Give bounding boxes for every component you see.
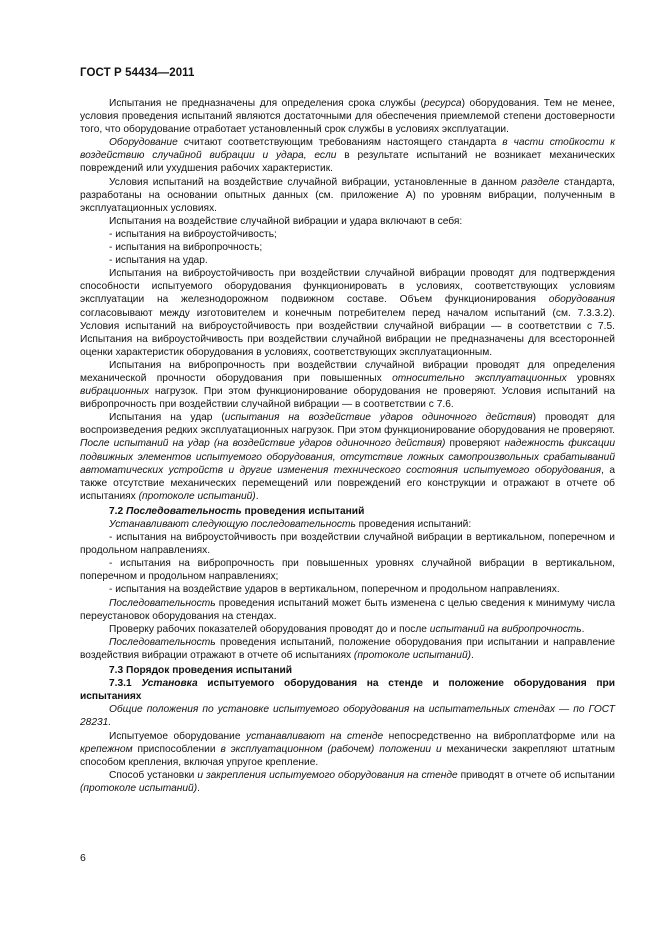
text-italic: Оборудование xyxy=(109,137,178,149)
text-italic: Последовательность xyxy=(109,636,216,648)
text: механически закрепляют штатным способом крепления, включая упругое крепление. xyxy=(80,743,615,768)
text-italic: крепежном xyxy=(80,743,133,755)
text: Испытания не предназначены для определения срока службы ( xyxy=(109,98,424,109)
text: непосредственно на виброплатформе или на xyxy=(383,730,616,742)
text: Способ установки xyxy=(109,769,198,781)
list-item: - испытания на удар. xyxy=(109,255,208,267)
text: Испытуемое оборудование xyxy=(109,730,247,742)
text-italic: Установка xyxy=(141,678,198,690)
text: , а также отсутствие механических перемещений или повреждений его конструкции и отражают в отчете об испытаниях xyxy=(80,464,616,502)
text: приспособлении xyxy=(132,743,221,755)
paragraph-conditions xyxy=(80,176,615,215)
paragraph-compliance xyxy=(80,136,615,175)
text: . xyxy=(471,649,474,661)
paragraph-includes: Испытания на воздействие случайной вибрации и удара включают в себя: xyxy=(109,215,463,227)
section-heading-7-3: 7.3 Порядок проведения испытаний xyxy=(109,665,293,677)
text: . xyxy=(581,623,585,635)
page-content xyxy=(80,97,615,795)
page-number: 6 xyxy=(80,852,86,864)
text-italic: Последовательность xyxy=(126,505,242,517)
text: ) проводят для воспроизведения редких эксплуатационных нагрузок. При этом функционирование оборудования не проверяют. xyxy=(80,412,615,437)
text: Условия испытаний на воздействие случайной вибрации, установленные в данном xyxy=(109,176,522,188)
text: уровнях xyxy=(566,372,616,384)
text-italic: испытаний на вибропрочность xyxy=(429,623,582,635)
paragraph-sequence-report xyxy=(80,636,615,662)
text: согласовывают между изготовителем и конечным потребителем перед началом испытаний (см. 7.3.3.2). Условия испытаний на виброустойчивость при воздействии случайной вибрации — в соответствии с 7.5. Испытания на виброустойчивость при воздействии случайной вибрации не предназначены для всесторонней оценки характеристик оборудования в условиях, соответствующих эксплуатационным. xyxy=(80,307,615,358)
list-item: - испытания на вибропрочность при повышенных уровнях случайной вибрации в вертикальном, поперечном и продольном направлениях; xyxy=(80,558,615,583)
text-italic: Устанавливают следующую последовательность xyxy=(109,519,356,530)
list-item: - испытания на воздействие ударов в вертикальном, поперечном и продольном направлениях. xyxy=(109,584,560,596)
text: проведения испытаний, положение оборудования при испытании и направление воздействия вибрации отражают в отчете об испытаниях xyxy=(80,636,615,661)
text: Испытания на вибропрочность при воздействии случайной вибрации проводят для определения механической прочности оборудования при повышенных xyxy=(80,359,615,384)
text: нагрузок. При этом функционирование оборудования не проверяют. Условия испытаний на вибропрочность при воздействии случайной вибрации — в соответствии с 7.6. xyxy=(80,386,615,411)
paragraph-performance-check xyxy=(80,623,615,636)
section-number: 7.2 xyxy=(109,505,126,517)
text-italic: надежность фиксации подвижных элементов испытуемого оборудования, отсутствие ложных самопроизвольных срабатываний автоматических устройств и другие изменения технического состояния испытуемого оборудования xyxy=(80,438,616,476)
text-italic: ресурса xyxy=(423,98,462,109)
text-italic: Последовательность xyxy=(109,597,216,609)
paragraph-vibration-strength xyxy=(80,359,615,411)
paragraph-mounting-report xyxy=(80,769,615,795)
text: стандарта, разработаны на основании опытных данных (см. приложение А) по уровням вибрации, полученным в эксплуатационных условиях. xyxy=(80,176,615,214)
text: проверяют xyxy=(445,438,505,450)
text: считают соответствующим требованиям настоящего стандарта xyxy=(177,137,503,149)
text: проведения испытаний может быть изменена с целью сведения к минимуму числа переустановок оборудования на стендах. xyxy=(80,597,615,622)
paragraph-sequence xyxy=(80,518,615,531)
text: . xyxy=(255,490,259,502)
text-italic: устанавливают на стенде xyxy=(246,730,384,742)
text-italic: вибрационных xyxy=(80,386,150,398)
text: испытуемого оборудования на стенде и положение оборудования при испытаниях xyxy=(80,678,615,703)
section-heading-7-3-1 xyxy=(80,677,615,703)
text: . xyxy=(197,782,200,794)
section-number: 7.3.1 xyxy=(109,678,142,690)
text-italic: относительно эксплуатационных xyxy=(392,372,567,384)
section-heading-7-2 xyxy=(80,505,615,518)
list-item: - испытания на виброустойчивость при воздействии случайной вибрации в вертикальном, поперечном и продольном направлениях. xyxy=(80,532,615,557)
list-item: - испытания на виброустойчивость; xyxy=(109,228,277,240)
paragraph-mounting xyxy=(80,730,615,769)
text: в результате испытаний не возникает механических повреждений или ухудшения рабочих характеристик. xyxy=(80,150,615,175)
text-italic: Общие положения по установке испытуемого оборудования на испытательных стендах — по ГОСТ 28231. xyxy=(80,704,615,729)
text: проведения испытаний: xyxy=(355,519,472,530)
text: проведения испытаний xyxy=(241,505,365,517)
paragraph-general-provisions xyxy=(80,703,615,729)
text-italic: оборудования xyxy=(548,294,615,306)
text: приводят в отчете об испытании xyxy=(457,769,615,781)
paragraph-resource xyxy=(80,97,615,136)
list-item: - испытания на вибропрочность; xyxy=(109,242,263,254)
text-italic: (протоколе испытаний) xyxy=(353,649,472,661)
text-italic: После испытаний на удар (на воздействие ударов одиночного действия) xyxy=(80,438,446,450)
text: Испытания на удар ( xyxy=(109,412,225,424)
text-italic: (протоколе испытаний) xyxy=(138,490,256,502)
document-header: ГОСТ Р 54434—2011 xyxy=(80,67,195,79)
text-italic: испытания на воздействие ударов одиночного действия xyxy=(224,412,533,424)
text-italic: в части стойкости к воздействию случайной вибрации и удара, если xyxy=(80,137,615,162)
paragraph-vibration-stability xyxy=(80,267,615,359)
text-italic: в эксплуатационном (рабочем) положении и xyxy=(220,743,442,755)
paragraph-shock-tests xyxy=(80,411,615,503)
paragraph-sequence-change xyxy=(80,597,615,623)
text-italic: разделе xyxy=(521,176,560,188)
text: Испытания на виброустойчивость при воздействии случайной вибрации проводят для подтверждения способности испытуемого оборудования функционировать в условиях, соответствующих условиям эксплуатации на железнодорожном подвижном составе. Объем функционирования xyxy=(80,268,615,306)
text-italic: (протоколе испытаний) xyxy=(80,782,198,794)
text: ) оборудования. Тем не менее, условия проведения испытаний являются достаточными для обеспечения приемлемой степени достоверности того, что оборудование отработает установленный срок службы в условиях эксплуатации. xyxy=(80,98,615,136)
text-italic: и закрепления испытуемого оборудования на стенде xyxy=(197,769,458,781)
text: Проверку рабочих показателей оборудования проводят до и после xyxy=(109,623,430,635)
